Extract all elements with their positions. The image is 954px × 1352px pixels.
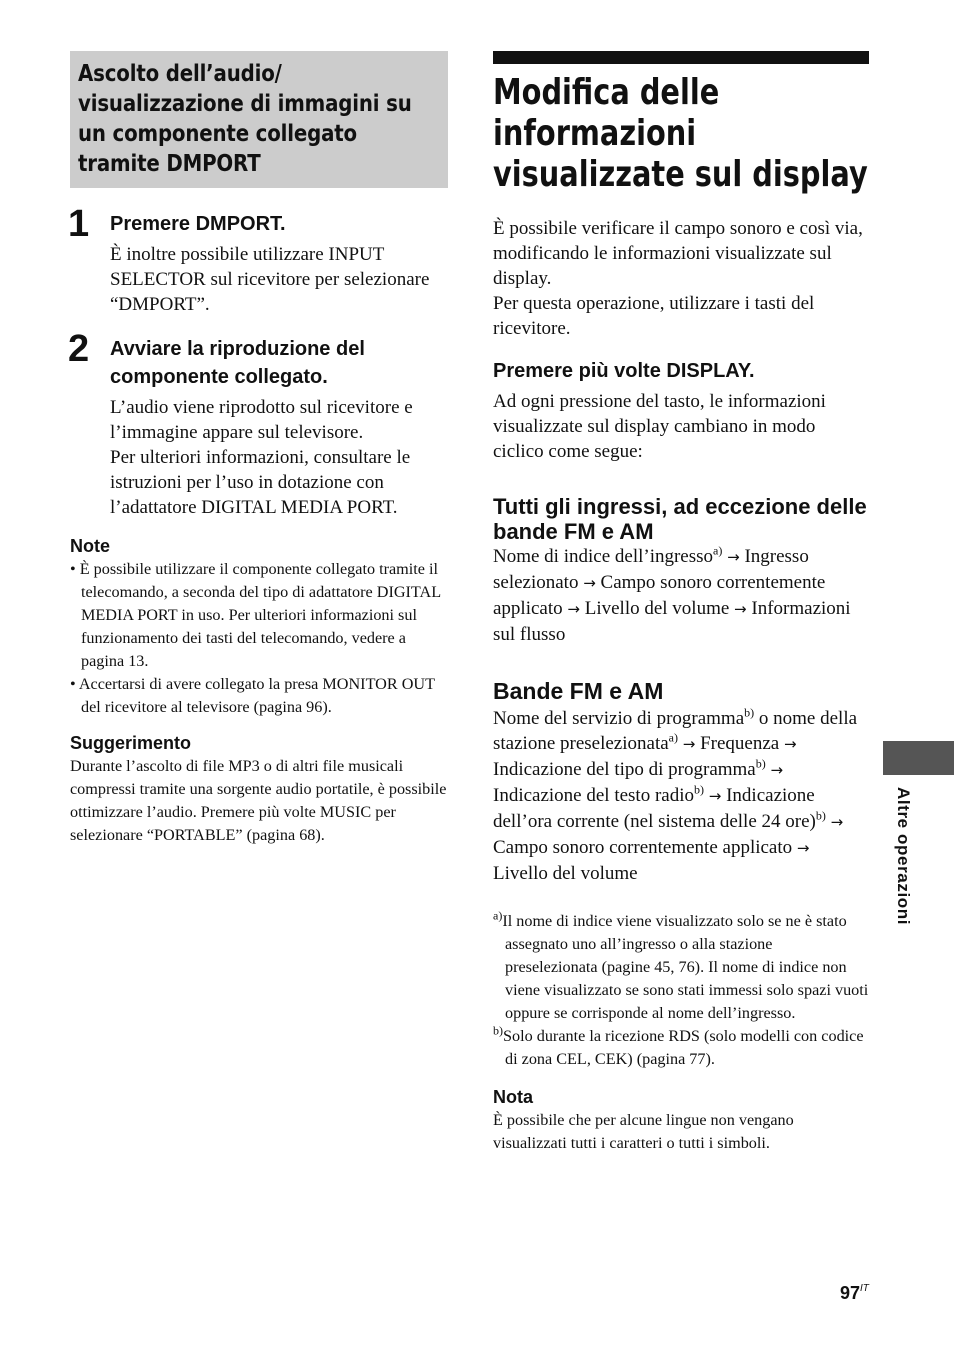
left-section-title: Ascolto dell’audio/ visualizzazione di immagini su un componente collegato tramite DMPORT	[78, 61, 412, 177]
fm-am-sequence	[493, 706, 869, 886]
arrow-icon: →	[783, 735, 797, 753]
title-rule	[493, 51, 869, 64]
step-2-body-1: L’audio viene riprodotto sul ricevitore e l’immagine appare sul televisore.	[110, 397, 413, 443]
tip-body: Durante l’ascolto di file MP3 o di altri file musicali compressi tramite una sorgente audio portatile, è possibile ottimizzare l’audio. Premere più volte MUSIC per selezionare “PORTABLE” (pagina 68).	[70, 757, 447, 844]
step-2-body-2: Per ulteriori informazioni, consultare le istruzioni per l’uso in dotazione con l’adattatore DIGITAL MEDIA PORT.	[110, 447, 411, 518]
arrow-icon: →	[830, 813, 844, 831]
nota-body: È possibile che per alcune lingue non vengano visualizzati tutti i caratteri o tutti i simboli.	[493, 1111, 794, 1152]
arrow-icon: →	[770, 761, 784, 779]
seq2-text-6: Indicazione dell’ora corrente (nel sistema delle 24 ore)	[493, 785, 816, 832]
page-number	[840, 1283, 869, 1304]
arrow-icon: →	[734, 600, 747, 618]
footnote-a-mark: a)	[493, 908, 503, 923]
tip-section	[70, 731, 448, 847]
display-step-heading: Premere più volte DISPLAY.	[493, 360, 755, 382]
footnote-mark-b: b)	[744, 705, 755, 720]
seq2-text-4: Indicazione del tipo di programma	[493, 759, 756, 780]
page-number-value: 97	[840, 1283, 861, 1303]
arrow-icon: →	[583, 574, 596, 592]
note-item-1: • È possibile utilizzare il componente collegato tramite il telecomando, a seconda del tipo di adattatore DIGITAL MEDIA PORT in uso. Per ulteriori informazioni sul funzionamento dei tasti del telecomando, vedere a pagina 13.	[70, 560, 441, 670]
step-1	[68, 203, 448, 317]
nota-heading: Nota	[493, 1087, 533, 1107]
arrow-icon: →	[796, 839, 810, 857]
arrow-icon: →	[708, 787, 722, 805]
seq2-text-8: Livello del volume	[493, 863, 638, 884]
seq1-text-1: Nome di indice dell’ingresso	[493, 546, 714, 567]
step-2-number: 2	[68, 328, 90, 370]
step-1-body: È inoltre possibile utilizzare INPUT SELECTOR sul ricevitore per selezionare “DMPORT”.	[110, 244, 430, 315]
seq1-text-4: Livello del volume	[584, 598, 730, 619]
footnote-b-text: Solo durante la ricezione RDS (solo modelli con codice di zona CEL, CEK) (pagina 77).	[503, 1027, 864, 1068]
footnote-mark-a: a)	[668, 730, 678, 745]
page-number-suffix: IT	[860, 1283, 869, 1294]
chapter-tab	[883, 741, 954, 775]
intro-paragraph-2: Per questa operazione, utilizzare i tasti del ricevitore.	[493, 293, 815, 339]
arrow-icon: →	[727, 548, 740, 566]
tip-heading: Suggerimento	[70, 733, 192, 753]
seq2-text-3: Frequenza	[700, 733, 780, 754]
seq1-text-2: Ingresso selezionato	[493, 546, 809, 593]
left-title-box	[70, 51, 448, 188]
footnote-mark-b: b)	[755, 756, 766, 771]
arrow-icon: →	[567, 600, 580, 618]
display-step-body: Ad ogni pressione del tasto, le informazioni visualizzate sul display cambiano in modo ciclico come segue:	[493, 391, 826, 462]
footnotes	[493, 910, 869, 1071]
step-2	[68, 328, 448, 520]
seq1-text-3: Campo sonoro correntemente applicato	[493, 572, 826, 619]
seq2-text-1: Nome del servizio di programma	[493, 708, 745, 729]
footnote-b-mark: b)	[493, 1023, 503, 1038]
right-column	[493, 51, 869, 1155]
seq2-text-5: Indicazione del testo radio	[493, 785, 695, 806]
right-section-title: Modifica delle informazioni visualizzate sul display	[493, 72, 868, 195]
fm-am-heading: Bande FM e AM	[493, 678, 664, 704]
step-1-number: 1	[68, 203, 90, 245]
seq2-text-2: o nome della stazione preselezionata	[493, 708, 858, 754]
footnote-mark-b: b)	[694, 782, 705, 797]
all-inputs-heading: Tutti gli ingressi, ad eccezione delle bande FM e AM	[493, 494, 867, 544]
chapter-tab-label: Altre operazioni	[894, 787, 913, 926]
step-1-heading: Premere DMPORT.	[110, 213, 286, 235]
arrow-icon: →	[682, 735, 696, 753]
footnote-a-text: Il nome di indice viene visualizzato solo se ne è stato assegnato uno all’ingresso o alla stazione preselezionata (pagine 45, 76). Il nome di indice non viene visualizzato se sono stati immessi solo spazi vuoti oppure se corrisponde al nome dell’ingresso.	[502, 912, 869, 1022]
seq1-text-5: Informazioni sul flusso	[493, 598, 851, 645]
footnote-mark-b: b)	[815, 808, 826, 823]
footnote-mark-a: a)	[713, 543, 723, 558]
intro	[493, 216, 869, 341]
seq2-text-7: Campo sonoro correntemente applicato	[493, 837, 793, 858]
left-column	[70, 51, 448, 847]
step-2-heading: Avviare la riproduzione del componente collegato.	[110, 338, 365, 388]
note-heading: Note	[70, 536, 110, 556]
footnote-b	[493, 1025, 869, 1071]
nota-section	[493, 1085, 869, 1155]
note-section	[70, 534, 448, 719]
note-item-2: • Accertarsi di avere collegato la presa MONITOR OUT del ricevitore al televisore (pagina 96).	[70, 675, 435, 716]
footnote-a	[493, 910, 869, 1025]
intro-paragraph-1: È possibile verificare il campo sonoro e così via, modificando le informazioni visualizzate sul display.	[493, 218, 863, 289]
all-inputs-sequence	[493, 544, 869, 647]
